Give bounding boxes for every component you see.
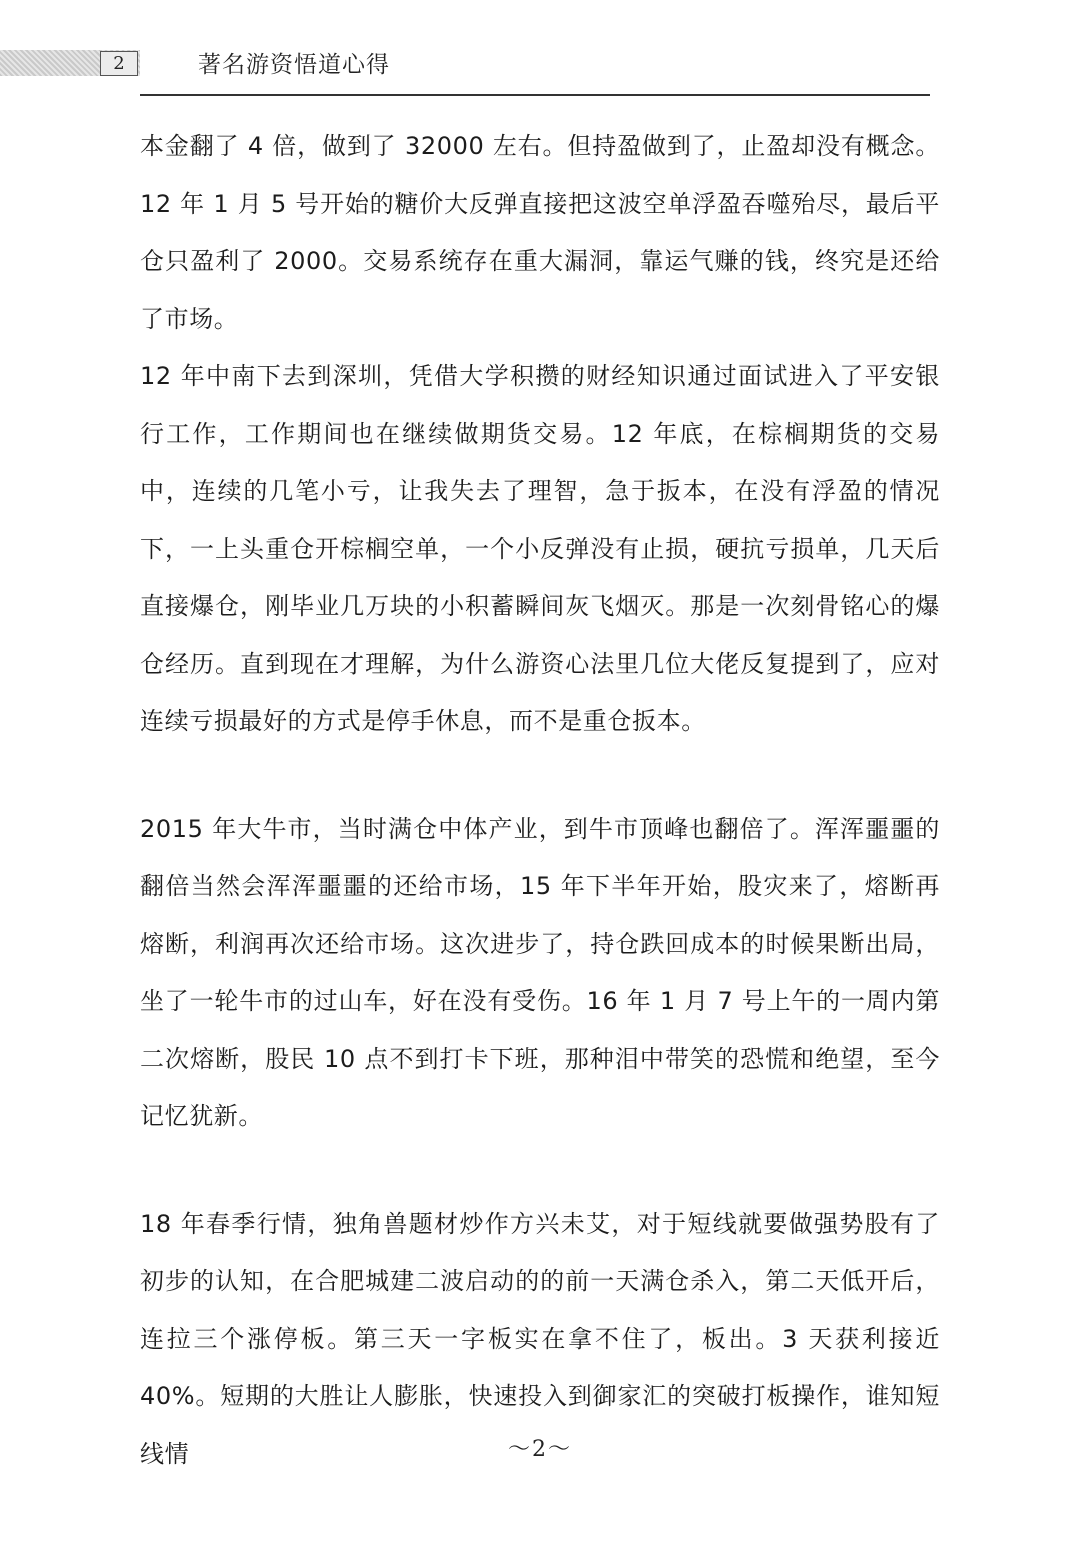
paragraph-2: 12 年中南下去到深圳，凭借大学积攒的财经知识通过面试进入了平安银行工作，工作期间也在继续做期货交易。12 年底，在棕榈期货的交易中，连续的几笔小亏，让我失去了理智，急于扳本，在没有浮盈的情况下，一上头重仓开棕榈空单，一个小反弹没有止损，硬抗亏损单，几天后直接爆仓，刚毕业几万块的小积蓄瞬间灰飞烟灭。那是一次刻骨铭心的爆仓经历。直到现在才理解，为什么游资心法里几位大佬反复提到了，应对连续亏损最好的方式是停手休息，而不是重仓扳本。 [140,362,940,735]
paragraph-3: 2015 年大牛市，当时满仓中体产业，到牛市顶峰也翻倍了。浑浑噩噩的翻倍当然会浑浑噩噩的还给市场，15 年下半年开始，股灾来了，熔断再熔断，利润再次还给市场。这次进步了，持仓跌回成本的时候果断出局，坐了一轮牛市的过山车，好在没有受伤。16 年 1 月 7 号上午的一周内第二次熔断，股民 10 点不到打卡下班，那种泪中带笑的恐慌和绝望，至今记忆犹新。 [140,814,940,1130]
body-text [140,118,940,1483]
header-title: 著名游资悟道心得 [198,52,390,78]
header-divider [140,94,930,96]
header-page-number: 2 [100,51,138,76]
paragraph-1: 本金翻了 4 倍，做到了 32000 左右。但持盈做到了，止盈却没有概念。12 年 1 月 5 号开始的糖价大反弹直接把这波空单浮盈吞噬殆尽，最后平仓只盈利了 2000。交易系统存在重大漏洞，靠运气赚的钱，终究是还给了市场。 [140,132,940,333]
paragraph-4: 18 年春季行情，独角兽题材炒作方兴未艾，对于短线就要做强势股有了初步的认知，在合肥城建二波启动的的前一天满仓杀入，第二天低开后，连拉三个涨停板。第三天一字板实在拿不住了，板出。3 天获利接近 40%。短期的大胜让人膨胀，快速投入到御家汇的突破打板操作，谁知短线情 [140,1209,940,1468]
footer-page-label: ～2～ [508,1437,572,1462]
